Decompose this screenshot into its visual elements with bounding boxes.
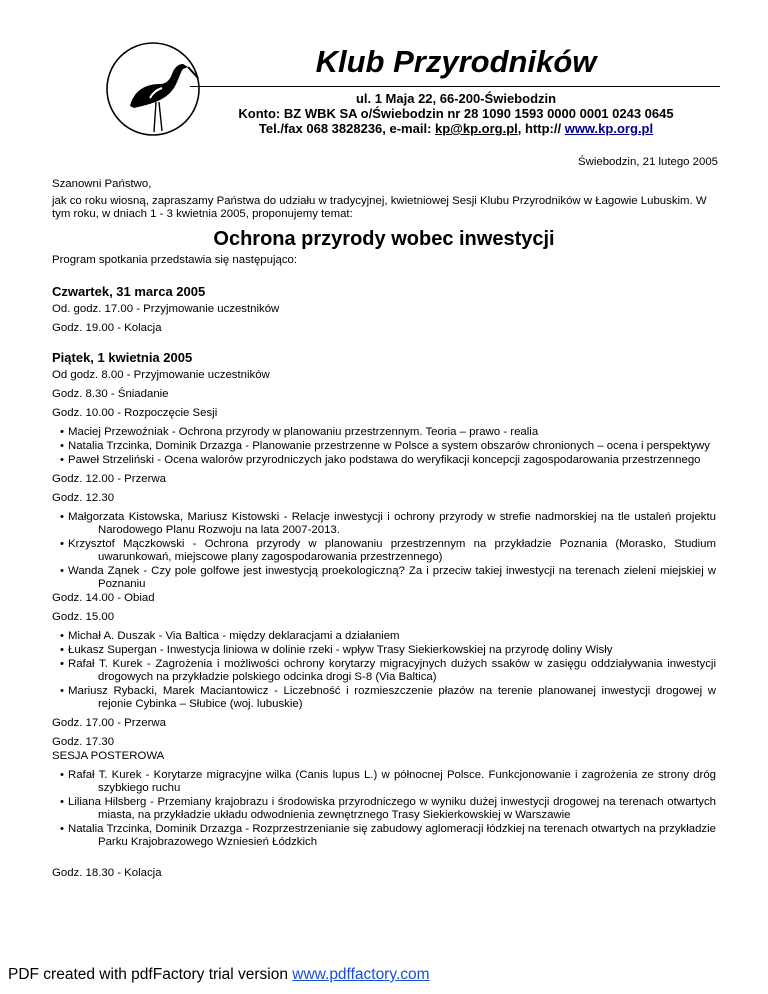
talk-item [52, 440, 716, 453]
letterhead-details [196, 91, 716, 136]
schedule-line: Godz. 12.30 [52, 492, 115, 504]
schedule-line: Godz. 8.30 - Śniadanie [52, 388, 169, 400]
bullet-icon: • [60, 769, 64, 781]
schedule-line: Godz. 15.00 [52, 611, 115, 623]
talk-item [52, 538, 716, 564]
poster-item [52, 769, 716, 795]
talk-item [52, 658, 716, 684]
talk-list [52, 426, 716, 467]
day-heading-friday: Piątek, 1 kwietnia 2005 [52, 350, 193, 365]
schedule-line: Od godz. 8.00 - Przyjmowanie uczestników [52, 369, 270, 381]
talk-text: Michał A. Duszak - Via Baltica - między deklaracjami a działaniem [68, 630, 400, 642]
talk-text: Małgorzata Kistowska, Mariusz Kistowski - Relacje inwestycji i ochrony przyrody w strefie nadmorskiej na tle ustaleń projektu Narodowego Planu Rozwoju na lata 2007-2013. [68, 511, 716, 536]
talk-item [52, 565, 716, 591]
day-heading-thursday: Czwartek, 31 marca 2005 [52, 284, 206, 299]
bullet-icon: • [60, 685, 64, 697]
email-link[interactable]: kp@kp.org.pl [435, 121, 518, 136]
bullet-icon: • [60, 630, 64, 642]
schedule-line: Godz. 12.00 - Przerwa [52, 473, 166, 485]
pdffactory-link[interactable]: www.pdffactory.com [292, 966, 430, 983]
schedule-line: Godz. 17.00 - Przerwa [52, 717, 166, 729]
bullet-icon: • [60, 658, 64, 670]
talk-text: Mariusz Rybacki, Marek Maciantowicz - Liczebność i rozmieszczenie płazów na terenie planowanej inwestycji drogowej w rejonie Cybinka – Słubice (woj. lubuskie) [68, 685, 716, 710]
talk-item [52, 426, 716, 439]
organization-title: Klub Przyrodników [315, 44, 597, 79]
bullet-icon: • [60, 511, 64, 523]
schedule-line: Godz. 18.30 - Kolacja [52, 867, 162, 879]
schedule-line: Godz. 19.00 - Kolacja [52, 322, 162, 334]
talk-text: Łukasz Supergan - Inwestycja liniowa w dolinie rzeki - wpływ Trasy Siekierkowskiej na przyrodę doliny Wisły [68, 644, 613, 656]
contact-line [196, 121, 716, 136]
schedule-line: Godz. 17.30 [52, 736, 115, 748]
greeting: Szanowni Państwo, [52, 178, 152, 190]
bank-account-line: Konto: BZ WBK SA o/Świebodzin nr 28 1090 1593 0000 0001 0243 0645 [238, 106, 674, 121]
talk-item [52, 454, 716, 467]
talk-text: Maciej Przewoźniak - Ochrona przyrody w planowaniu przestrzennym. Teoria – prawo - realia [68, 426, 539, 438]
schedule-line: Godz. 14.00 - Obiad [52, 592, 155, 604]
bullet-icon: • [60, 538, 64, 550]
talk-list [52, 630, 716, 711]
bullet-icon: • [60, 644, 64, 656]
contact-prefix: Tel./fax 068 3828236, e-mail: [258, 121, 436, 136]
talk-list [52, 511, 716, 591]
footer-text: PDF created with pdfFactory trial version [8, 966, 293, 983]
talk-text: Krzysztof Mączkowski - Ochrona przyrody w planowaniu przestrzennym na przykładzie Poznania (Morasko, Studium uwarunkowań, miejscowe plany zagospodarowania przestrzennego) [68, 538, 716, 563]
program-intro: Program spotkania przedstawia się następująco: [52, 254, 298, 266]
bullet-icon: • [60, 565, 64, 577]
poster-item [52, 823, 716, 849]
pdf-footer [8, 966, 430, 984]
talk-text: Wanda Ząnek - Czy pole golfowe jest inwestycją proekologiczną? Za i przeciw takiej inwestycji na terenach zieleni miejskiej w Poznaniu [68, 565, 716, 590]
address-line: ul. 1 Maja 22, 66-200-Świebodzin [355, 91, 557, 106]
talk-item [52, 630, 716, 643]
talk-item [52, 644, 716, 657]
session-theme: Ochrona przyrody wobec inwestycji [213, 228, 555, 250]
poster-item [52, 796, 716, 822]
website-link[interactable]: www.kp.org.pl [564, 121, 654, 136]
poster-text: Natalia Trzcinka, Dominik Drzazga - Rozprzestrzenianie się zabudowy aglomeracji łódzkiej na terenach otwartych na przykładzie Parku Krajobrazowego Wzniesień Łódzkich [68, 823, 716, 848]
poster-text: Liliana Hilsberg - Przemiany krajobrazu i środowiska przyrodniczego w wyniku dużej inwestycji drogowej na terenach otwartych miasta, na przykładzie układu odwodnienia zewnętrznego Trasy Siekierkowskiej w Warszawie [68, 796, 716, 821]
schedule-line: Godz. 10.00 - Rozpoczęcie Sesji [52, 407, 218, 419]
poster-session-heading: SESJA POSTEROWA [52, 750, 165, 762]
stork-logo [104, 40, 202, 138]
talk-text: Natalia Trzcinka, Dominik Drzazga - Planowanie przestrzenne w Polsce a system obszarów chronionych – ocena i perspektywy [68, 440, 710, 452]
letter-body [52, 178, 716, 886]
talk-text: Rafał T. Kurek - Zagrożenia i możliwości ochrony korytarzy migracyjnych dużych ssaków w zasięgu oddziaływania inwestycji drogowych na przykładzie polskiego odcinka drogi S-8 (Via Baltica) [68, 658, 716, 683]
header-rule [190, 86, 720, 87]
bullet-icon: • [60, 823, 64, 835]
bullet-icon: • [60, 454, 64, 466]
intro-paragraph: jak co roku wiosną, zapraszamy Państwa do udziału w tradycyjnej, kwietniowej Sesji Klubu Przyrodników w Łagowie Lubuskim. W tym roku, w dniach 1 - 3 kwietnia 2005, proponujemy temat: [52, 195, 707, 220]
web-prefix: , http:// [517, 121, 565, 136]
poster-text: Rafał T. Kurek - Korytarze migracyjne wilka (Canis lupus L.) w północnej Polsce. Funkcjonowanie i zagrożenia ze strony dróg szybkiego ruchu [68, 769, 716, 794]
bullet-icon: • [60, 426, 64, 438]
talk-item [52, 685, 716, 711]
letter-date: Świebodzin, 21 lutego 2005 [578, 156, 718, 168]
schedule-line: Od. godz. 17.00 - Przyjmowanie uczestników [52, 303, 280, 315]
bullet-icon: • [60, 796, 64, 808]
talk-text: Paweł Strzeliński - Ocena walorów przyrodniczych jako podstawa do weryfikacji koncepcji zagospodarowania przestrzennego [68, 454, 701, 466]
bullet-icon: • [60, 440, 64, 452]
poster-list [52, 769, 716, 849]
talk-item [52, 511, 716, 537]
